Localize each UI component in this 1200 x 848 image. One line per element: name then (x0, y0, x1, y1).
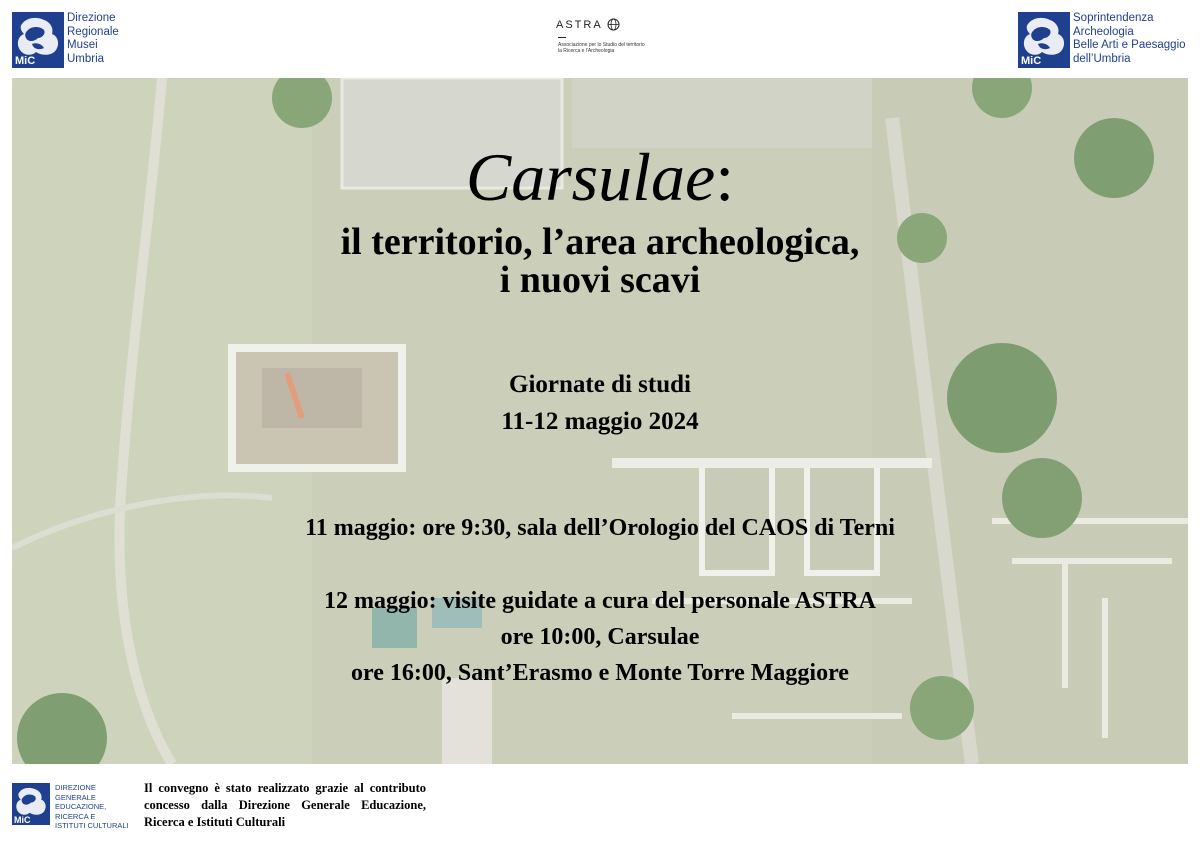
astra-name: ASTRA (556, 18, 603, 31)
astra-subtitle-line: la Ricerca e l'Archeologia (558, 48, 615, 54)
aerial-photo-panel (12, 78, 1188, 764)
mic-emblem-icon (1018, 12, 1070, 68)
logo-line: Soprintendenza (1073, 12, 1154, 24)
subtitle-line: i nuovi scavi (499, 259, 701, 301)
logo-line: Musei (67, 39, 98, 51)
footer-logo-line: EDUCAZIONE, (55, 802, 107, 811)
poster-title (12, 140, 1188, 214)
globe-icon (607, 18, 620, 31)
logo-line: dell’Umbria (1073, 52, 1131, 65)
logo-line: Direzione (67, 12, 116, 24)
day2-line: ore 16:00, Sant’Erasmo e Monte Torre Maggiore (351, 660, 849, 686)
title-text: Carsulae (465, 139, 716, 215)
subtitle-line: il territorio, l’area archeologica, (340, 221, 860, 263)
footer-logo-line: RICERCA E (55, 811, 96, 821)
event-dates: 11-12 maggio 2024 (501, 408, 699, 435)
mic-badge: MiC (14, 815, 31, 825)
title-colon: : (715, 139, 735, 215)
astra-subtitle-line: Associazione per lo Studio del territorio (558, 42, 645, 48)
astra-title (556, 18, 696, 31)
day2-line: 12 maggio: visite guidate a cura del personale ASTRA (324, 588, 876, 614)
funding-note: Il convegno è stato realizzato grazie al contributo concesso dalla Direzione Generale Educazione, Ricerca e Istituti Culturali (144, 781, 426, 829)
logo-line: Belle Arti e Paesaggio (1073, 39, 1186, 51)
footer-logo-line: ISTITUTI CULTURALI (55, 821, 129, 830)
logo-line: Archeologia (1073, 25, 1134, 38)
footer-logo-text (55, 783, 135, 831)
logo-soprintendenza-umbria (1018, 12, 1186, 68)
mic-badge: MiC (1021, 55, 1042, 67)
astra-subtitle (558, 42, 696, 54)
mic-emblem-icon (12, 12, 64, 68)
poster-content (12, 78, 1188, 764)
logo-direzione-regionale-musei-umbria (12, 12, 119, 68)
astra-divider (558, 37, 566, 38)
logo-text (67, 12, 119, 66)
mic-emblem-icon (12, 783, 50, 825)
logo-text (1073, 12, 1186, 66)
mic-badge: MiC (15, 55, 36, 67)
logo-line: Umbria (67, 52, 105, 65)
day2-schedule (12, 583, 1188, 691)
event-type: Giornate di studi (509, 371, 691, 398)
day1-schedule (12, 513, 1188, 543)
poster-subtitle (12, 223, 1188, 299)
day2-line: ore 10:00, Carsulae (500, 624, 700, 650)
event-info (12, 366, 1188, 440)
day1-text: 11 maggio: ore 9:30, sala dell’Orologio del CAOS di Terni (305, 515, 895, 541)
footer-logo-line: DIREZIONE GENERALE (55, 783, 96, 802)
logo-direzione-generale-educazione (12, 783, 135, 831)
logo-line: Regionale (67, 25, 119, 38)
logo-astra (556, 18, 696, 54)
